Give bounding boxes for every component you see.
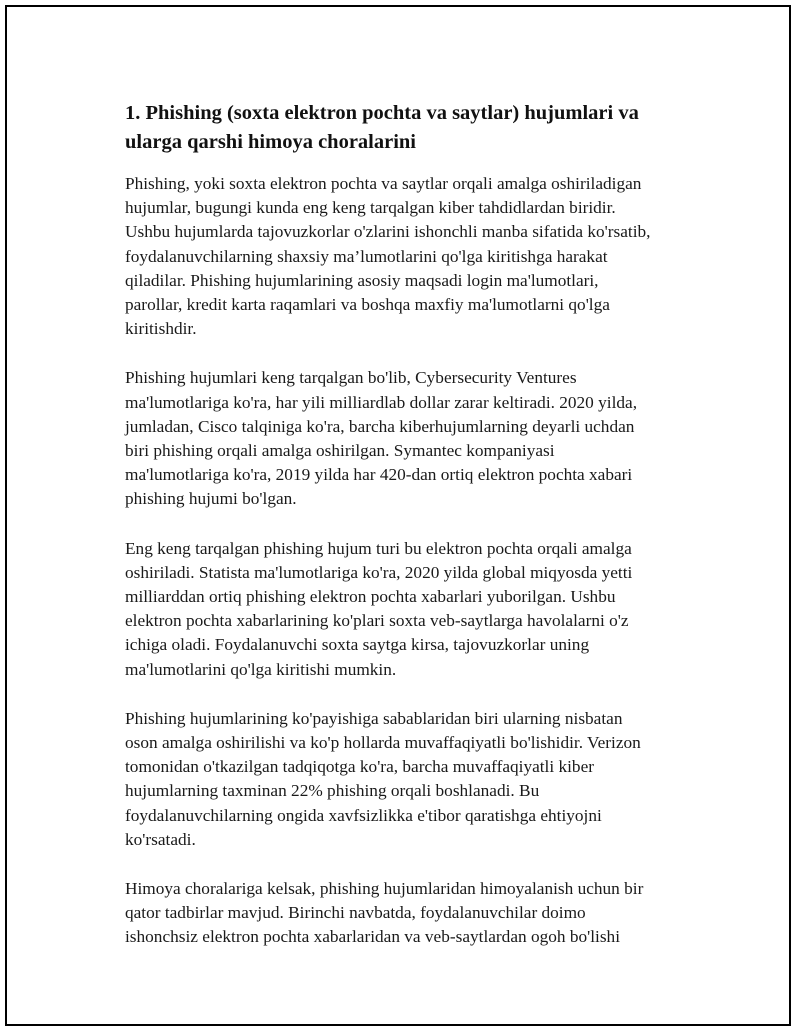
text-line: ma'lumotlariga ko'ra, 2019 yilda har 420-dan ortiq elektron pochta xabari [125, 465, 633, 485]
text-line: ko'rsatadi. [125, 829, 196, 849]
heading-line: 1. Phishing (soxta elektron pochta va saytlar) hujumlari va [125, 102, 639, 124]
text-line: hujumlarning taxminan 22% phishing orqali boshlanadi. Bu [125, 781, 540, 801]
text-line: Himoya choralariga kelsak, phishing hujumlaridan himoyalanish uchun bir [125, 879, 644, 899]
text-line: elektron pochta xabarlarining ko'plari soxta veb-saytlarga havolalarni o'z [125, 611, 629, 631]
document-page [5, 5, 791, 1026]
text-line: biri phishing orqali amalga oshirilgan. Symantec kompaniyasi [125, 441, 555, 461]
text-line: oshiriladi. Statista ma'lumotlariga ko'ra, 2020 yilda global miqyosda yetti [125, 562, 633, 582]
text-line: jumladan, Cisco talqiniga ko'ra, barcha kiberhujumlarning deyarli uchdan [125, 416, 635, 436]
text-line: hujumlar, bugungi kunda eng keng tarqalgan kiber tahdidlardan biridir. [125, 198, 616, 218]
paragraph-protection-measures [125, 877, 685, 950]
section-heading [125, 99, 685, 157]
text-line: Phishing hujumlari keng tarqalgan bo'lib, Cybersecurity Ventures [125, 368, 577, 388]
text-line: milliarddan ortiq phishing elektron pochta xabarlari yuborilgan. Ushbu [125, 587, 616, 607]
text-line: kiritishdir. [125, 319, 197, 339]
text-line: Phishing, yoki soxta elektron pochta va saytlar orqali amalga oshiriladigan [125, 174, 642, 193]
paragraph-growth-reasons [125, 707, 685, 852]
text-line: ma'lumotlariga ko'ra, har yili milliardlab dollar zarar keltiradi. 2020 yilda, [125, 392, 638, 412]
text-line: oson amalga oshirilishi va ko'p hollarda muvaffaqiyatli bo'lishidir. Verizon [125, 733, 641, 753]
paragraph-intro [125, 172, 685, 341]
text-line: qiladilar. Phishing hujumlarining asosiy maqsadi login ma'lumotlari, [125, 270, 599, 290]
text-line: ma'lumotlarini qo'lga kiritishi mumkin. [125, 659, 397, 679]
text-line: ichiga oladi. Foydalanuvchi soxta saytga kirsa, tajovuzkorlar uning [125, 635, 590, 655]
text-line: tomonidan o'tkazilgan tadqiqotga ko'ra, barcha muvaffaqiyatli kiber [125, 757, 594, 777]
document-body [125, 99, 685, 975]
text-line: qator tadbirlar mavjud. Birinchi navbatda, foydalanuvchilar doimo [125, 903, 586, 923]
text-line: Phishing hujumlarining ko'payishiga sabablaridan biri ularning nisbatan [125, 708, 623, 728]
text-line: Eng keng tarqalgan phishing hujum turi bu elektron pochta orqali amalga [125, 538, 632, 558]
text-line: foydalanuvchilarning ongida xavfsizlikka e'tibor qaratishga ehtiyojni [125, 805, 602, 825]
paragraph-email-attacks [125, 537, 685, 682]
text-line: parollar, kredit karta raqamlari va boshqa maxfiy ma'lumotlarni qo'lga [125, 295, 610, 315]
text-line: ishonchsiz elektron pochta xabarlaridan va veb-saytlardan ogoh bo'lishi [125, 927, 620, 947]
text-line: Ushbu hujumlarda tajovuzkorlar o'zlarini ishonchli manba sifatida ko'rsatib, [125, 222, 651, 242]
heading-line: ularga qarshi himoya choralarini [125, 131, 417, 153]
text-line: foydalanuvchilarning shaxsiy ma’lumotlarini qo'lga kiritishga harakat [125, 246, 608, 266]
paragraph-statistics [125, 366, 685, 511]
text-line: phishing hujumi bo'lgan. [125, 489, 297, 509]
